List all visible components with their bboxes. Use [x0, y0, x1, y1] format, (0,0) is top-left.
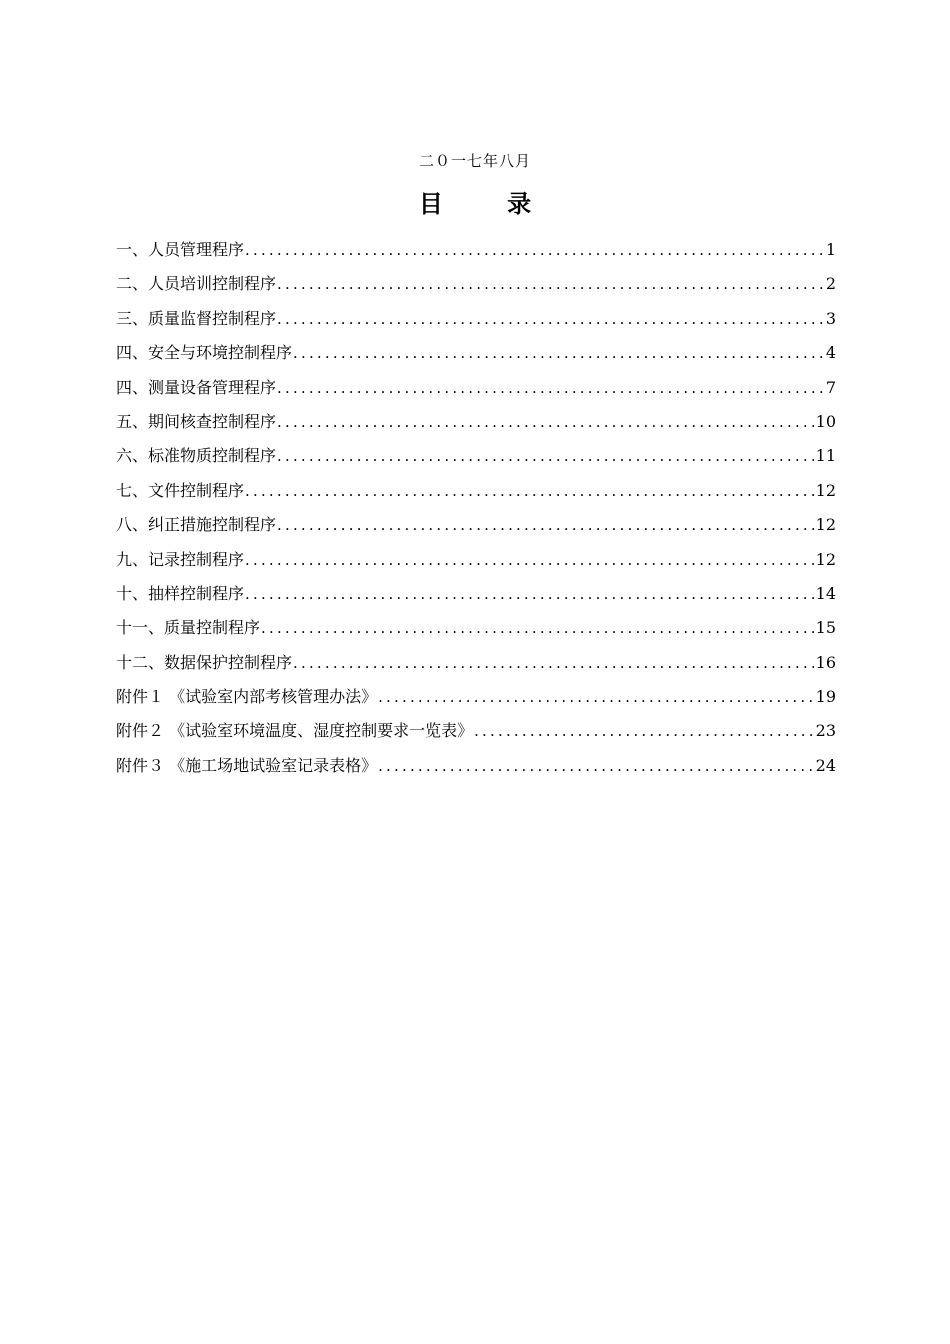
- toc-dot-leader: [277, 374, 824, 402]
- toc-entry[interactable]: [116, 442, 836, 476]
- toc-entry-label: 附件２ 《试验室环境温度、湿度控制要求一览表》: [116, 721, 474, 741]
- toc-dot-leader: [277, 270, 824, 298]
- toc-dot-leader: [378, 683, 814, 711]
- toc-entry-page: 16: [815, 652, 836, 672]
- toc-entry-page: 7: [825, 377, 836, 397]
- toc-entry[interactable]: [116, 408, 836, 442]
- toc-entry-page: 23: [815, 721, 836, 741]
- toc-dot-leader: [378, 752, 814, 780]
- toc-entry-label: 十一、质量控制程序: [116, 618, 261, 638]
- toc-entry-label: 二、人员培训控制程序: [116, 274, 277, 294]
- toc-dot-leader: [245, 580, 814, 608]
- toc-entry-label: 十二、数据保护控制程序: [116, 652, 293, 672]
- toc-title: 目 录: [418, 189, 560, 218]
- toc-entry[interactable]: [116, 717, 836, 751]
- toc-entry-label: 九、记录控制程序: [116, 549, 245, 569]
- toc-entry[interactable]: [116, 752, 836, 786]
- toc-entry-page: 2: [825, 274, 836, 294]
- toc-dot-leader: [245, 477, 814, 505]
- toc-entry-page: 3: [825, 308, 836, 328]
- toc-entry-label: 五、期间核查控制程序: [116, 411, 277, 431]
- toc-entry[interactable]: [116, 580, 836, 614]
- toc-dot-leader: [245, 236, 824, 264]
- toc-entry[interactable]: [116, 511, 836, 545]
- toc-entry[interactable]: [116, 236, 836, 270]
- toc-dot-leader: [474, 717, 814, 745]
- toc-entry-label: 十、抽样控制程序: [116, 583, 245, 603]
- toc-dot-leader: [293, 339, 824, 367]
- toc-entry-label: 一、人员管理程序: [116, 240, 245, 259]
- table-of-contents: [116, 236, 836, 786]
- toc-entry-page: 14: [815, 583, 836, 603]
- toc-entry-page: 15: [815, 618, 836, 638]
- date-line: 二０一七年八月: [418, 152, 531, 170]
- toc-entry[interactable]: [116, 270, 836, 304]
- toc-dot-leader: [277, 305, 824, 333]
- toc-entry-label: 附件３ 《施工场地试验室记录表格》: [116, 755, 378, 775]
- toc-entry-page: 12: [815, 480, 836, 500]
- toc-entry-label: 六、标准物质控制程序: [116, 446, 277, 466]
- toc-dot-leader: [277, 408, 814, 436]
- toc-entry-label: 四、测量设备管理程序: [116, 377, 277, 397]
- toc-entry-label: 七、文件控制程序: [116, 480, 245, 500]
- toc-entry-page: 19: [815, 687, 836, 707]
- toc-entry-page: 12: [815, 515, 836, 535]
- toc-dot-leader: [245, 546, 814, 574]
- toc-entry-page: 12: [815, 549, 836, 569]
- toc-entry-page: 1: [825, 240, 836, 259]
- toc-entry[interactable]: [116, 374, 836, 408]
- toc-dot-leader: [293, 649, 814, 677]
- toc-entry[interactable]: [116, 649, 836, 683]
- toc-entry[interactable]: [116, 305, 836, 339]
- toc-dot-leader: [277, 442, 814, 470]
- toc-dot-leader: [261, 614, 814, 642]
- toc-entry-page: 10: [815, 411, 836, 431]
- toc-entry[interactable]: [116, 339, 836, 373]
- toc-entry-label: 八、纠正措施控制程序: [116, 515, 277, 535]
- toc-entry[interactable]: [116, 683, 836, 717]
- toc-entry[interactable]: [116, 477, 836, 511]
- toc-entry-label: 附件１ 《试验室内部考核管理办法》: [116, 687, 378, 707]
- toc-dot-leader: [277, 511, 814, 539]
- toc-entry-page: 24: [815, 755, 836, 775]
- toc-entry-label: 三、质量监督控制程序: [116, 308, 277, 328]
- toc-entry-page: 11: [815, 446, 836, 466]
- toc-entry-label: 四、安全与环境控制程序: [116, 343, 293, 363]
- toc-entry-page: 4: [825, 343, 836, 363]
- toc-entry[interactable]: [116, 546, 836, 580]
- toc-entry[interactable]: [116, 614, 836, 648]
